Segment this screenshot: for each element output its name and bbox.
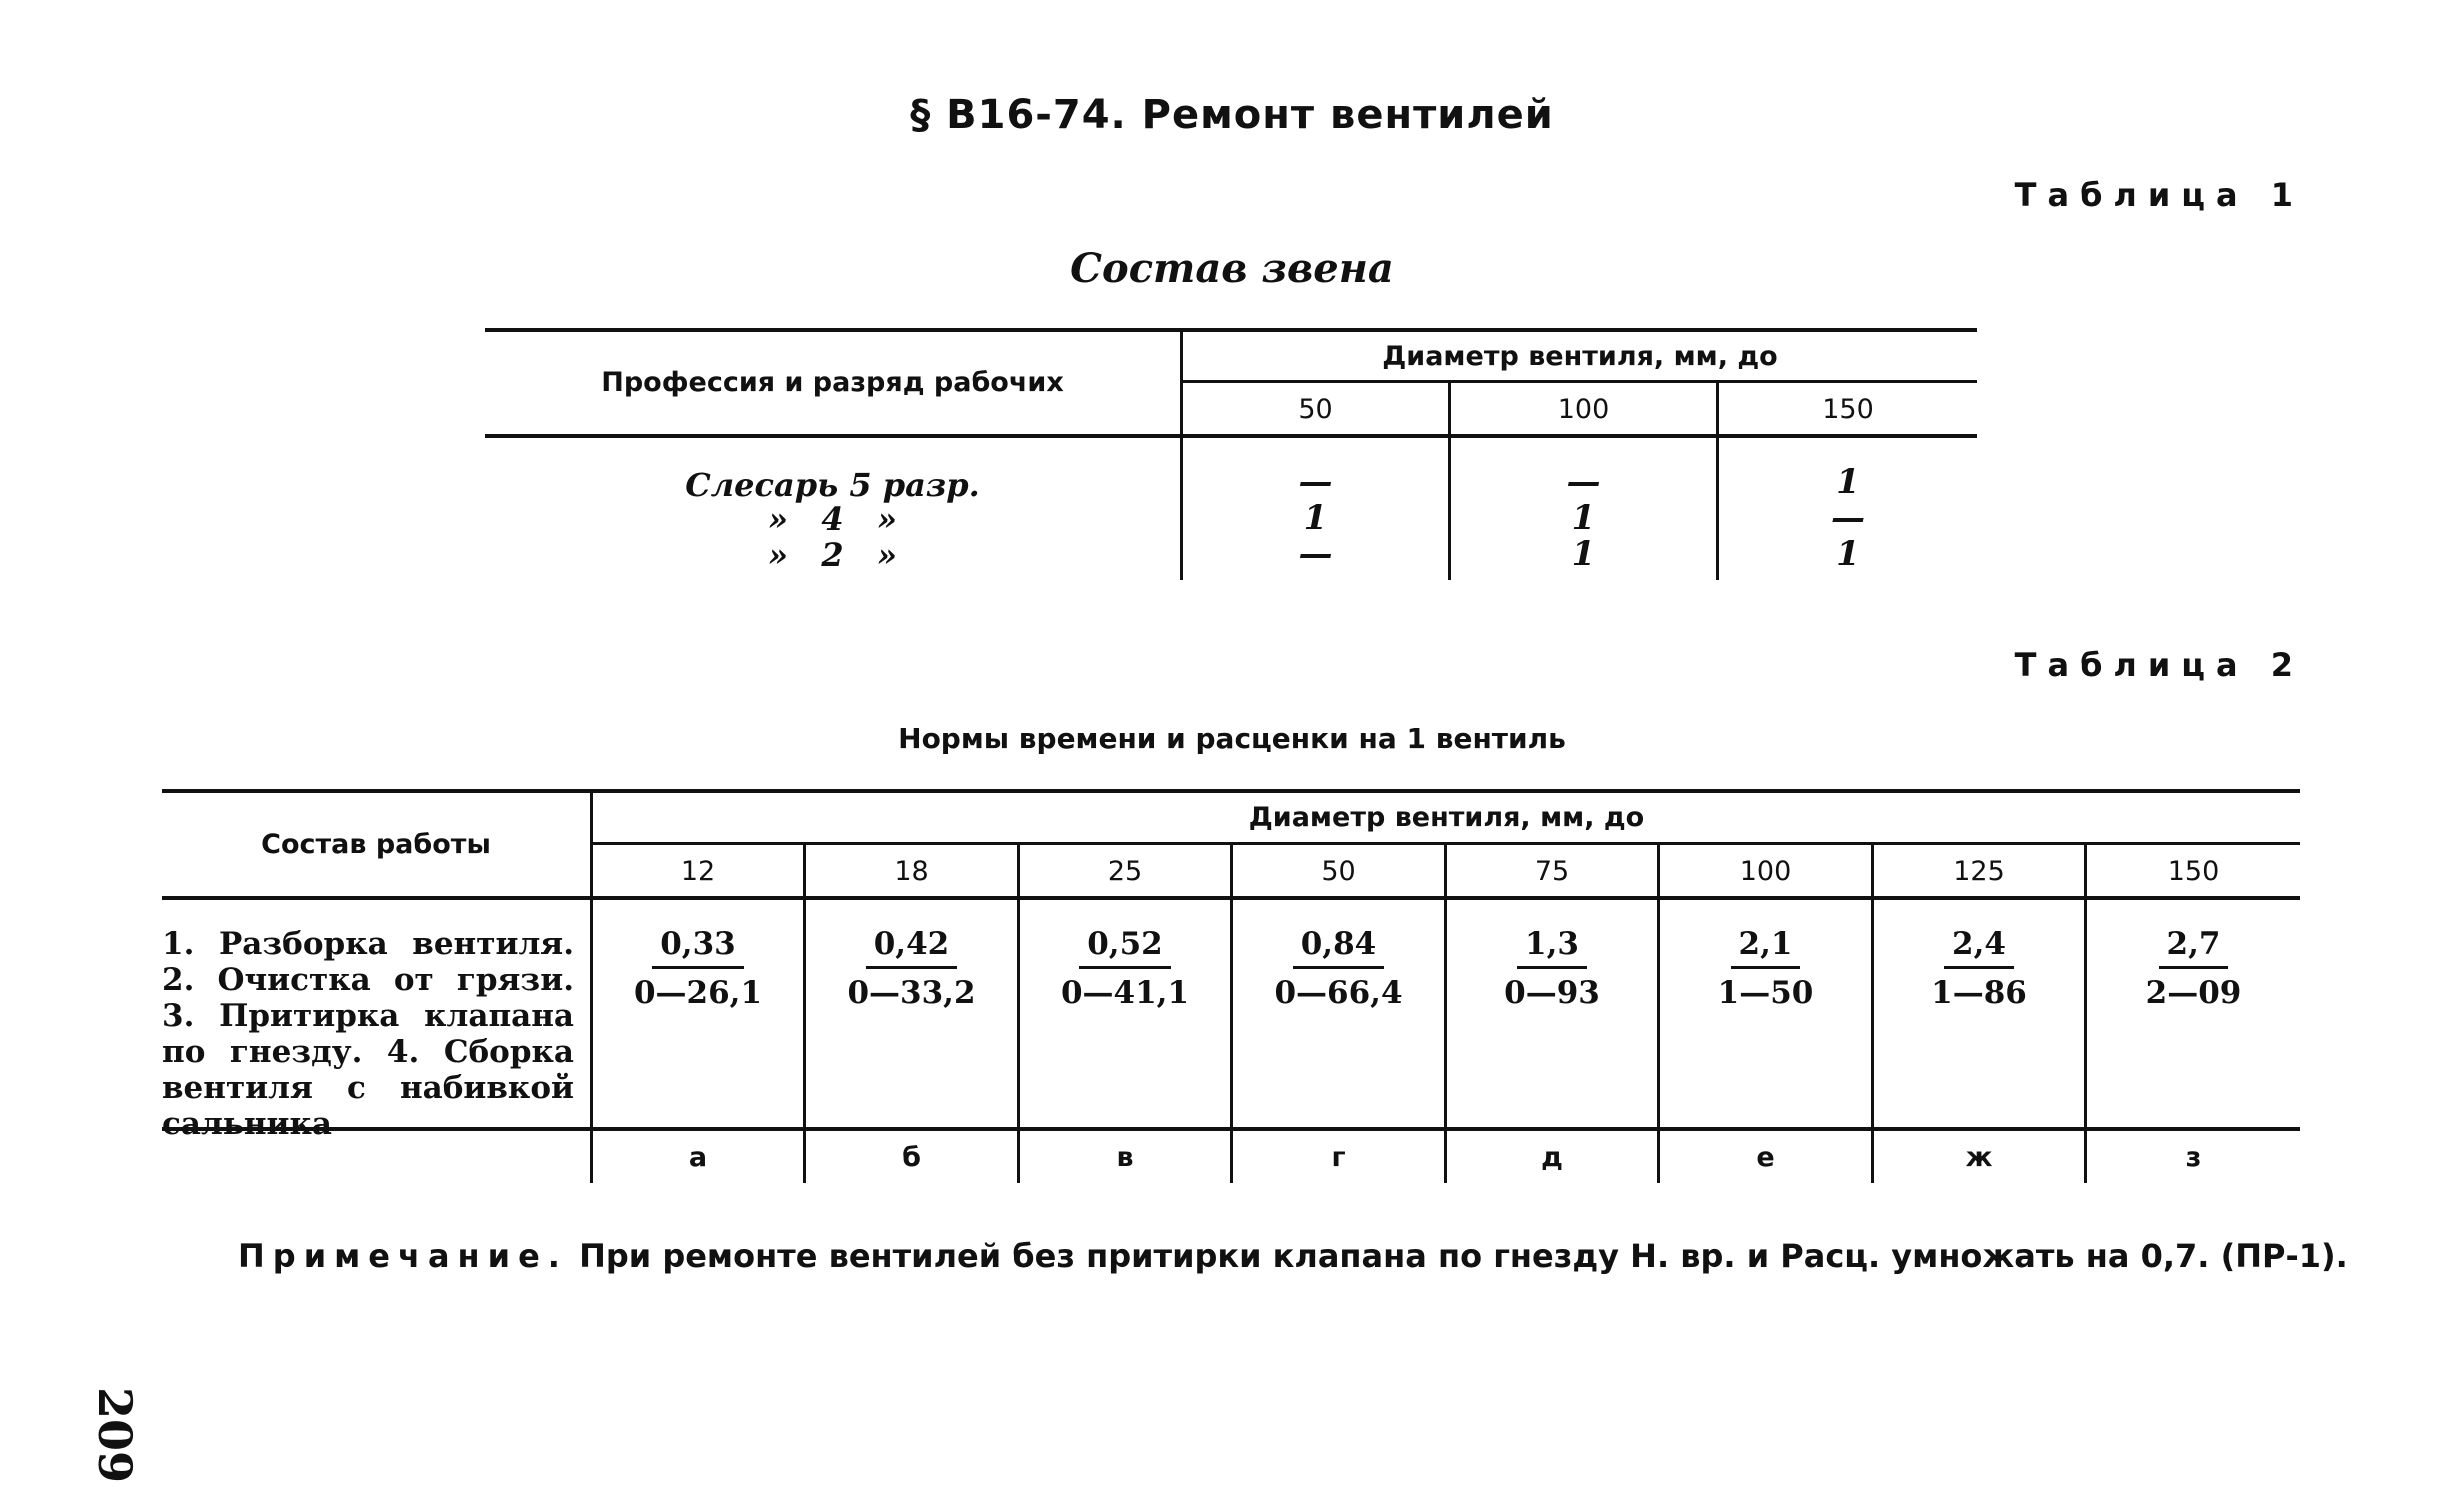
norm-price: 1—50 (1717, 975, 1814, 1011)
norm-price: 0—33,2 (847, 975, 976, 1011)
table2-diameter-header: 150 (2167, 855, 2220, 887)
table2-diameter-header: 75 (1534, 855, 1570, 887)
table1-col-header: Профессия и разряд рабочих (601, 366, 1064, 398)
table2-diameter-header: 50 (1321, 855, 1356, 887)
table1-cell: — (1566, 462, 1601, 502)
table2-norm-cell (1874, 926, 2084, 1011)
table2-letter: ж (1965, 1141, 1993, 1173)
table2-norm-cell (2087, 926, 2300, 1011)
norm-price: 0—26,1 (633, 975, 763, 1011)
table2-letter: б (902, 1141, 921, 1173)
table1-title: Состав звена (1070, 245, 1394, 292)
table1-cell: 1 (1836, 534, 1860, 574)
table2-letter: д (1541, 1141, 1563, 1173)
table1-cell: 1 (1303, 498, 1328, 538)
norm-fraction (1931, 926, 2027, 1011)
norm-time: 2,7 (2159, 926, 2229, 969)
table1-diameter-header: 100 (1557, 393, 1610, 425)
norm-time: 2,4 (1944, 926, 2014, 969)
table2-work-description: 1. Разборка вентиля. 2. Очистка от грязи. 3. Притирка клапана по гнезду. 4. Сборка вентиля с набивкой сальника (162, 926, 574, 1142)
table2-diameter-header: 12 (680, 855, 716, 887)
norm-fraction (1718, 926, 1814, 1011)
norm-fraction (1504, 926, 1600, 1011)
norm-fraction (1274, 926, 1402, 1011)
table1-cell: 1 (1836, 462, 1860, 502)
table1-cell: — (1298, 462, 1333, 502)
table2-letter: з (2185, 1141, 2202, 1173)
table2-group-header: Диаметр вентиля, мм, до (1248, 802, 1645, 833)
table2-norm-cell (806, 926, 1017, 1011)
table2-norm-cell (1447, 926, 1657, 1011)
norm-fraction (634, 926, 762, 1011)
table2-norm-cell (1233, 926, 1444, 1011)
norm-price: 2—09 (2145, 975, 2242, 1011)
table2-norm-cell (1020, 926, 1230, 1011)
table1-cell: 1 (1571, 534, 1596, 574)
norm-price: 0—93 (1504, 975, 1600, 1011)
norm-price: 0—66,4 (1274, 975, 1403, 1011)
table2-diameter-header: 125 (1953, 855, 2005, 887)
norm-time: 2,1 (1731, 926, 1801, 969)
section-heading: § В16-74. Ремонт вентилей (910, 92, 1554, 138)
table1-diameter-header: 150 (1822, 393, 1874, 425)
page-number: 209 (88, 1386, 142, 1484)
footnote-text: При ремонте вентилей без притирки клапана по гнезду Н. вр. и Расц. умножать на 0,7. (ПР-1). (567, 1237, 2348, 1275)
table1-cell: — (1831, 498, 1865, 538)
footnote (238, 1237, 2348, 1275)
table2-letter: е (1756, 1141, 1775, 1173)
table2-title: Нормы времени и расценки на 1 вентиль (898, 722, 1566, 755)
table1-group-header: Диаметр вентиля, мм, до (1382, 340, 1778, 372)
norm-time: 0,84 (1293, 926, 1385, 969)
norm-time: 0,33 (652, 926, 744, 969)
table2-norm-cell (593, 926, 803, 1011)
norm-price: 1—86 (1931, 975, 2027, 1011)
table1-worker: » 2 » (767, 536, 898, 574)
table2-diameter-header: 25 (1107, 855, 1143, 887)
table2-diameter-header: 18 (894, 855, 929, 887)
norm-time: 0,52 (1079, 926, 1171, 969)
table1-worker: Слесарь 5 разр. (685, 466, 980, 504)
norm-fraction (1061, 926, 1189, 1011)
table2-label: Таблица 2 (2014, 646, 2304, 684)
table2-diameter-header: 100 (1739, 855, 1792, 887)
table1-diameter-header: 50 (1298, 393, 1333, 425)
table2-col-header: Состав работы (261, 829, 491, 860)
footnote-label: Примечание. (238, 1237, 568, 1275)
table1-label: Таблица 1 (2014, 176, 2304, 214)
table2-norm-cell (1660, 926, 1871, 1011)
table2-letter: а (688, 1141, 708, 1173)
norm-time: 1,3 (1517, 926, 1587, 969)
table1-cell: — (1298, 534, 1333, 574)
table1-worker: » 4 » (767, 500, 898, 538)
norm-price: 0—41,1 (1060, 975, 1190, 1011)
norm-fraction (847, 926, 975, 1011)
table2-letter: г (1331, 1141, 1346, 1173)
norm-time: 0,42 (866, 926, 958, 969)
table2-letter: в (1116, 1141, 1134, 1173)
norm-fraction (2146, 926, 2242, 1011)
table1-cell: 1 (1571, 498, 1596, 538)
